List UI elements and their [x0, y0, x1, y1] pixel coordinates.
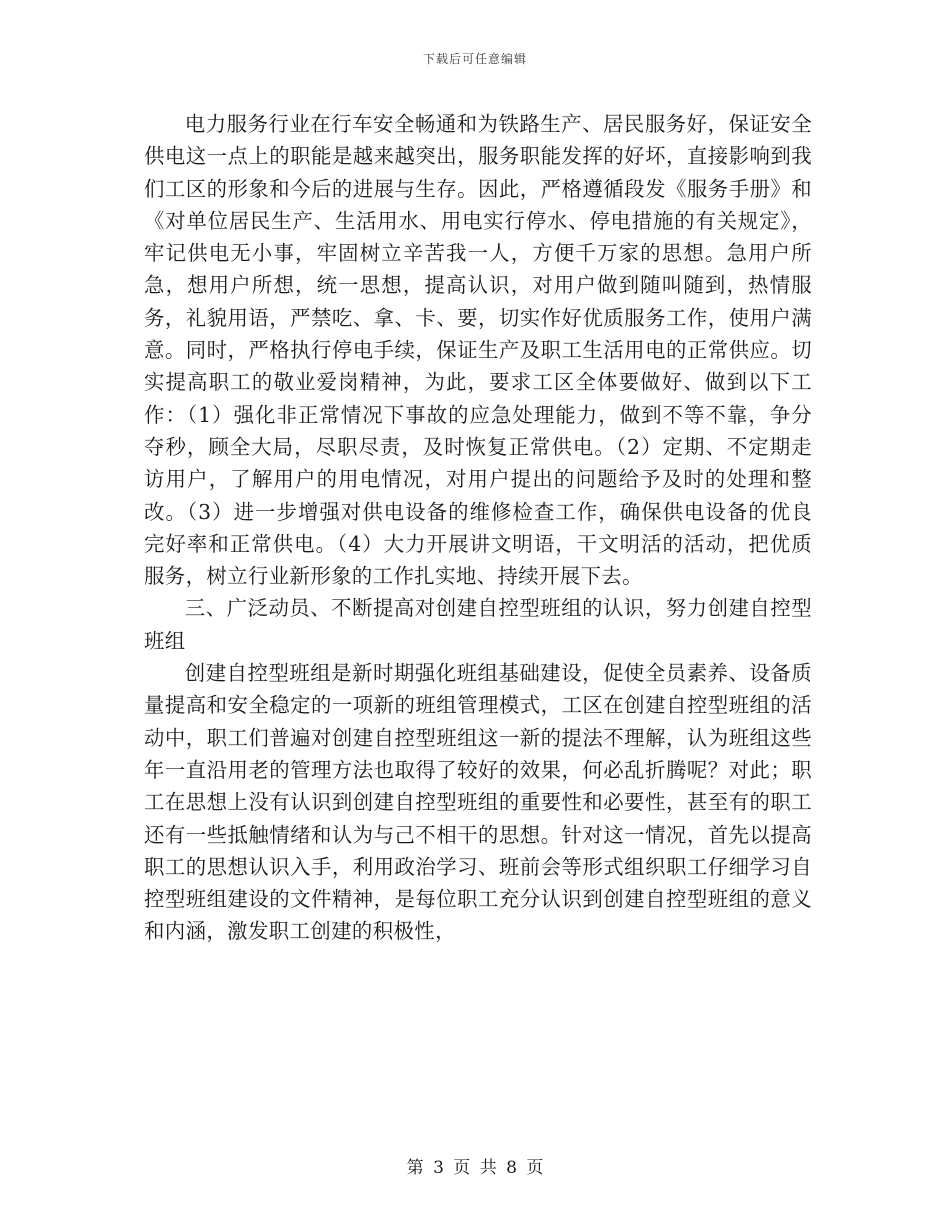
- body-paragraph-service: 电力服务行业在行车安全畅通和为铁路生产、居民服务好，保证安全供电这一点上的职能是越来越突出，服务职能发挥的好坏，直接影响到我们工区的形象和今后的进展与生存。因此，严格遵循段发《服务手册》和《对单位居民生产、生活用水、用电实行停水、停电措施的有关规定》，牢记供电无小事，牢固树立辛苦我一人，方便千万家的思想。急用户所急，想用户所想，统一思想，提高认识，对用户做到随叫随到，热情服务，礼貌用语，严禁吃、拿、卡、要，切实作好优质服务工作，使用户满意。同时，严格执行停电手续，保证生产及职工生活用电的正常供应。切实提高职工的敬业爱岗精神，为此，要求工区全体要做好、做到以下工作：（1）强化非正常情况下事故的应急处理能力，做到不等不靠，争分夺秒，顾全大局，尽职尽责，及时恢复正常供电。（2）定期、不定期走访用户，了解用户的用电情况，对用户提出的问题给予及时的处理和整改。（3）进一步增强对供电设备的维修检查工作，确保供电设备的优良完好率和正常供电。（4）大力开展讲文明语，干文明活的活动，把优质服务，树立行业新形象的工作扎实地、持续开展下去。: [144, 112, 812, 589]
- page-number: 第 3 页 共 8 页: [406, 1158, 544, 1178]
- body-paragraph-team: 创建自控型班组是新时期强化班组基础建设，促使全员素养、设备质量提高和安全稳定的一项新的班组管理模式，工区在创建自控型班组的活动中，职工们普遍对创建自控型班组这一新的提法不理解，认为班组这些年一直沿用老的管理方法也取得了较好的效果，何必乱折腾呢？对此；职工在思想上没有认识到创建自控型班组的重要性和必要性，甚至有的职工还有一些抵触情绪和认为与己不相干的思想。针对这一情况，首先以提高职工的思想认识入手，利用政治学习、班前会等形式组织职工仔细学习自控型班组建设的文件精神，是每位职工充分认识到创建自控型班组的意义和内涵，激发职工创建的积极性，: [144, 661, 812, 944]
- page-header-note: 下载后可任意编辑: [422, 52, 527, 66]
- section-heading-three: 三、广泛动员、不断提高对创建自控型班组的认识，努力创建自控型班组: [144, 596, 812, 653]
- document-body: [144, 108, 812, 948]
